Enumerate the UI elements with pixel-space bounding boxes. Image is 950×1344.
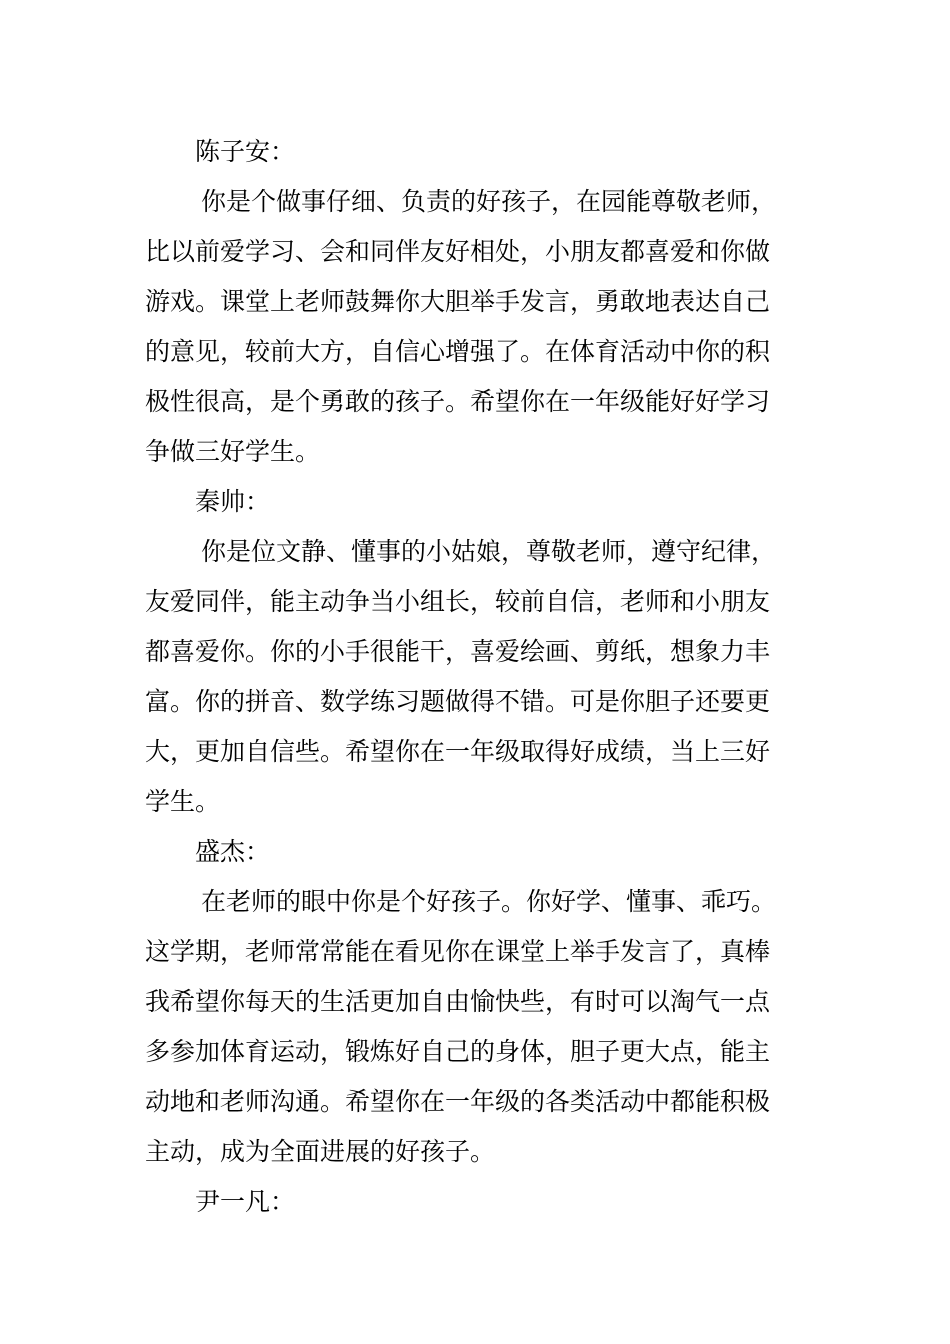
comment-paragraph <box>145 877 810 1177</box>
text-line: 主动，成为全面进展的好孩子。 <box>145 1137 496 1166</box>
text-line: 都喜爱你。你的小手很能干，喜爱绘画、剪纸，想象力丰 <box>145 637 771 666</box>
text-line: 我希望你每天的生活更加自由愉快些，有时可以淘气一点 <box>145 987 771 1016</box>
student-name: 陈子安： <box>195 137 296 166</box>
text-line: 的意见，较前大方，自信心增强了。在体育活动中你的积 <box>145 337 771 366</box>
text-line: 这学期，老师常常能在看见你在课堂上举手发言了，真棒 <box>145 937 771 966</box>
text-line: 学生。 <box>145 787 221 816</box>
text-line: 富。你的拼音、数学练习题做得不错。可是你胆子还要更 <box>145 687 771 716</box>
comment-paragraph <box>145 177 810 477</box>
entry-sheng-jie <box>145 827 810 1177</box>
text-line: 你是个做事仔细、负责的好孩子，在园能尊敬老师， <box>201 187 777 216</box>
entry-chen-zian <box>145 127 810 477</box>
document-body <box>145 127 810 1227</box>
text-line: 多参加体育运动，锻炼好自己的身体，胆子更大点，能主 <box>145 1037 771 1066</box>
student-name: 盛杰： <box>195 837 271 866</box>
text-line: 比以前爱学习、会和同伴友好相处，小朋友都喜爱和你做 <box>145 237 771 266</box>
comment-paragraph <box>145 527 810 827</box>
text-line: 你是位文静、懂事的小姑娘，尊敬老师，遵守纪律， <box>201 537 777 566</box>
text-line: 动地和老师沟通。希望你在一年级的各类活动中都能积极 <box>145 1087 771 1116</box>
text-line: 在老师的眼中你是个好孩子。你好学、懂事、乖巧。 <box>201 887 777 916</box>
student-name: 秦帅： <box>195 487 271 516</box>
text-line: 极性很高，是个勇敢的孩子。希望你在一年级能好好学习 <box>145 387 771 416</box>
text-line: 大，更加自信些。希望你在一年级取得好成绩，当上三好 <box>145 737 771 766</box>
text-line: 争做三好学生。 <box>145 437 321 466</box>
entry-yin-yifan <box>145 1177 810 1227</box>
text-line: 游戏。课堂上老师鼓舞你大胆举手发言，勇敢地表达自己 <box>145 287 771 316</box>
student-name: 尹一凡： <box>195 1187 296 1216</box>
entry-qin-shuai <box>145 477 810 827</box>
text-line: 友爱同伴，能主动争当小组长，较前自信，老师和小朋友 <box>145 587 771 616</box>
